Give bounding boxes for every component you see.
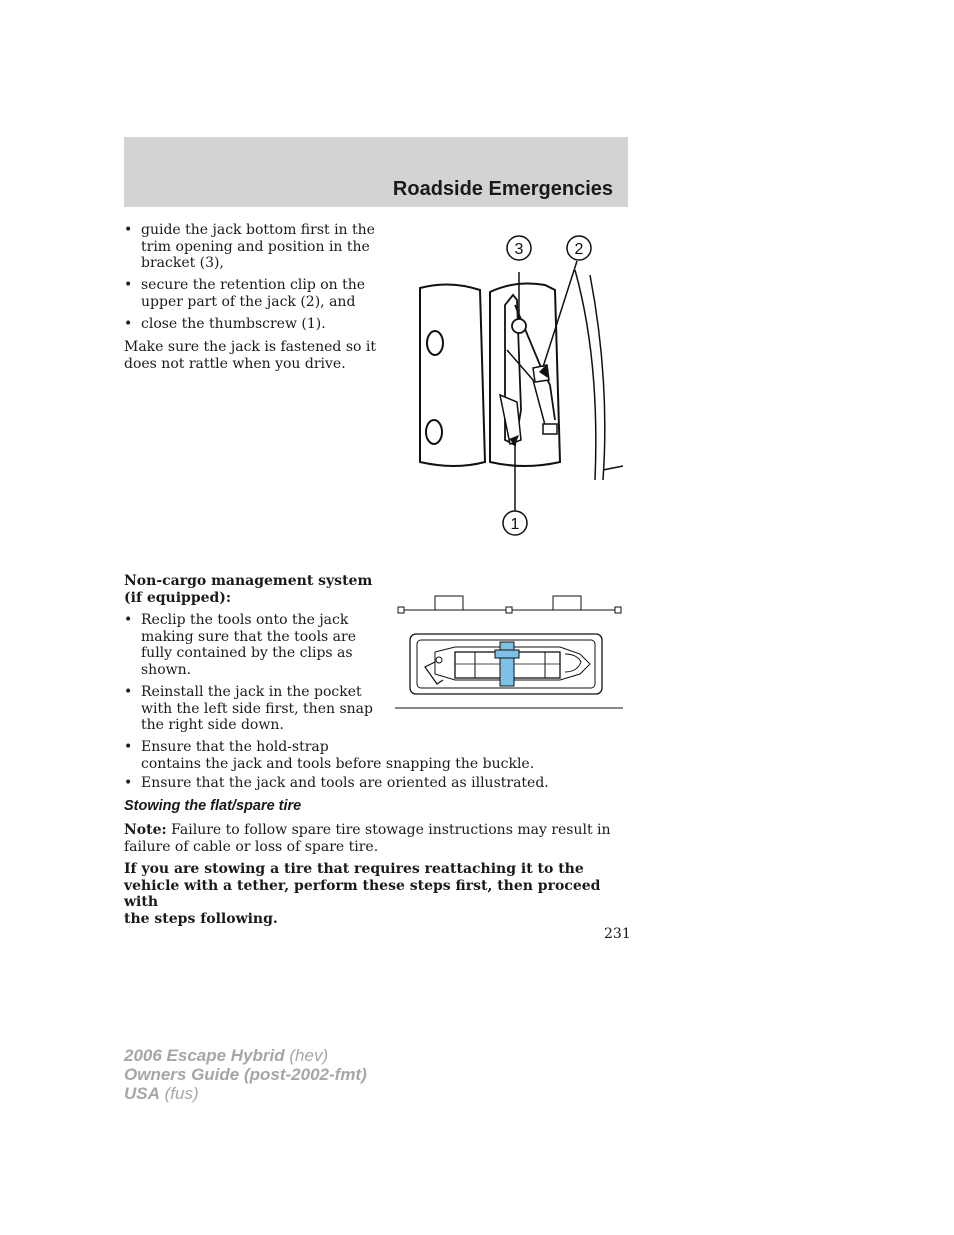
note-paragraph <box>124 822 629 855</box>
hold-strap <box>500 642 514 686</box>
footer-market: USA <box>124 1084 160 1103</box>
footer-line-3 <box>124 1084 367 1103</box>
warning-paragraph: If you are stowing a tire that requires reattaching it to the vehicle with a tether, perform these steps first, then proceed with the steps following. <box>124 861 601 927</box>
footer-model-code: (hev) <box>284 1046 329 1065</box>
footer-model: 2006 Escape Hybrid <box>124 1046 285 1065</box>
section-heading: Non-cargo management system (if equipped): <box>124 573 373 606</box>
note-label: Note: <box>124 822 167 838</box>
bullet-icon: • <box>124 277 133 293</box>
footer <box>124 1046 367 1103</box>
bullet-icon: • <box>124 684 133 700</box>
list-item <box>124 612 374 679</box>
list-item <box>124 277 384 311</box>
footer-market-code: (fus) <box>159 1084 199 1103</box>
subheading: Stowing the flat/spare tire <box>124 798 302 814</box>
list-item <box>124 684 374 734</box>
list-item <box>124 316 384 333</box>
callout-1: 1 <box>510 516 520 533</box>
list-item-text: Reclip the tools onto the jack making sure that the tools are fully contained by the clips as shown. <box>141 612 357 678</box>
jack-stowage-illustration <box>405 230 630 540</box>
header-band <box>124 137 628 207</box>
bullet-icon: • <box>124 739 133 755</box>
list-item <box>124 739 624 773</box>
bullet-icon: • <box>124 316 133 332</box>
list-item <box>124 222 384 274</box>
list-item-text: Reinstall the jack in the pocket with the left side first, then snap the right side down. <box>141 684 373 733</box>
footer-line-1 <box>124 1046 367 1065</box>
bullet-icon: • <box>124 612 133 628</box>
list-item-text: guide the jack bottom first in the trim opening and position in the bracket (3), <box>141 222 375 271</box>
jack-pocket-illustration <box>395 592 625 712</box>
list-item-text: secure the retention clip on the upper part of the jack (2), and <box>141 277 366 310</box>
note-text: Failure to follow spare tire stowage instructions may result in failure of cable or loss of spare tire. <box>124 822 611 855</box>
list-item <box>124 775 624 792</box>
page-number: 231 <box>604 926 631 942</box>
callout-2: 2 <box>574 241 584 258</box>
list-item-text: close the thumbscrew (1). <box>141 316 326 332</box>
bullet-icon: • <box>124 222 133 238</box>
footer-line-2: Owners Guide (post-2002-fmt) <box>124 1065 367 1084</box>
bullet-icon: • <box>124 775 133 791</box>
list-item-text: Ensure that the hold-strap contains the jack and tools before snapping the buckle. <box>141 739 535 772</box>
paragraph: Make sure the jack is fastened so it does not rattle when you drive. <box>124 339 376 372</box>
callout-3: 3 <box>514 241 524 258</box>
list-item-text: Ensure that the jack and tools are oriented as illustrated. <box>141 775 549 791</box>
page-title: Roadside Emergencies <box>392 178 613 200</box>
